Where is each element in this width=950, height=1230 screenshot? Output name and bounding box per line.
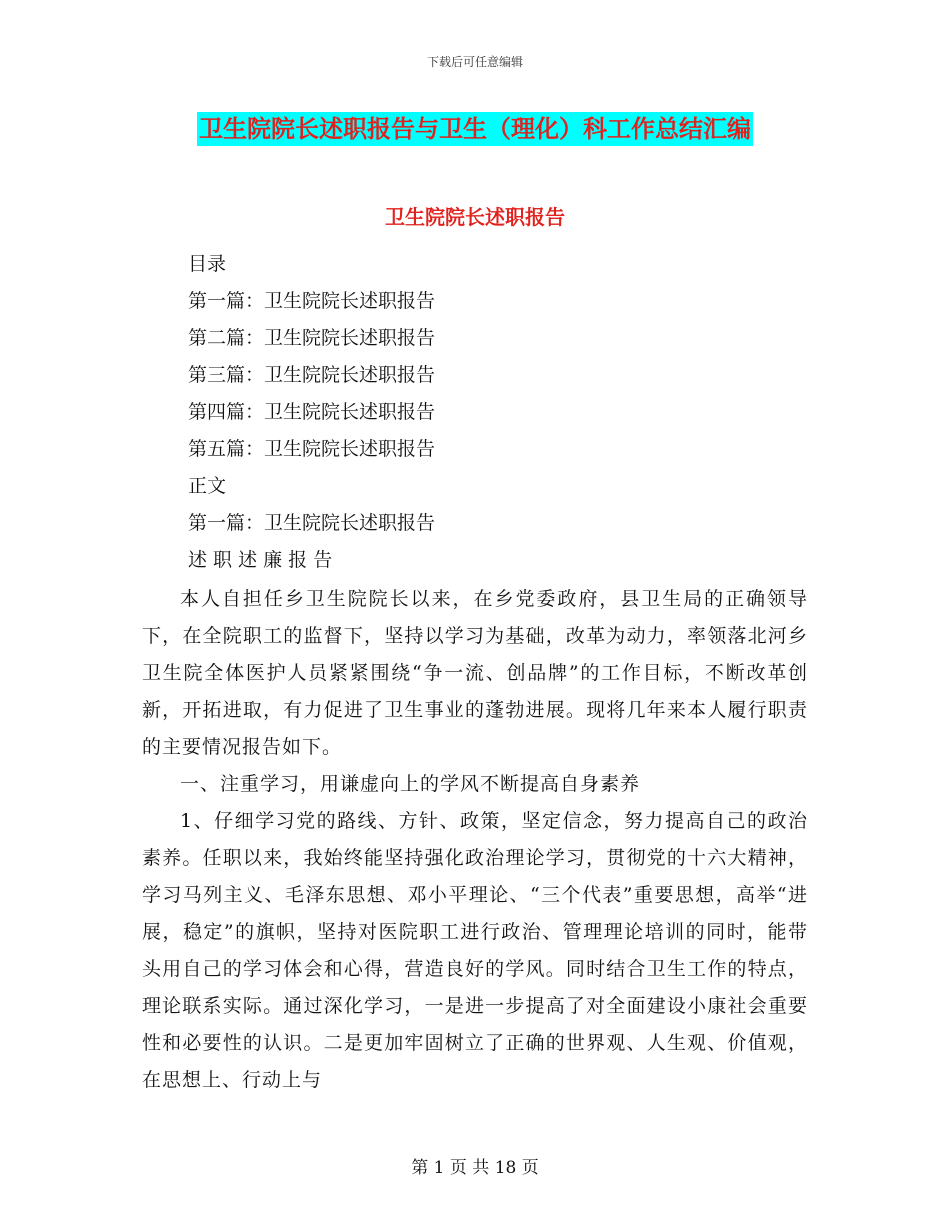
toc-item: 第三篇：卫生院院长述职报告 — [188, 364, 436, 386]
toc-item: 第四篇：卫生院院长述职报告 — [188, 401, 436, 423]
paragraph-heading: 一、注重学习，用谦虚向上的学风不断提高自身素养 — [180, 773, 641, 795]
page-number: 第 1 页 共 18 页 — [411, 1158, 539, 1178]
paragraph: 1、仔细学习党的路线、方针、政策，坚定信念，努力提高自己的政治素养。任职以来，我始终能坚持强化政治理论学习，贯彻党的十六大精神，学习马列主义、毛泽东思想、邓小平理论、“三个代表”重要思想，高举“进展，稳定”的旗帜，坚持对医院职工进行政治、管理理论培训的同时，能带头用自己的学习体会和心得，营造良好的学风。同时结合卫生工作的特点，理论联系实际。通过深化学习，一是进一步提高了对全面建设小康社会重要性和必要性的认识。二是更加牢固树立了正确的世界观、人生观、价值观，在思想上、行动上与 — [142, 810, 808, 1091]
toc-item: 第一篇：卫生院院长述职报告 — [188, 290, 436, 312]
section-title: 卫生院院长述职报告 — [385, 205, 565, 229]
toc-heading: 目录 — [188, 253, 227, 275]
body-heading: 正文 — [188, 475, 227, 497]
document-title: 卫生院院长述职报告与卫生（理化）科工作总结汇编 — [197, 112, 753, 146]
toc-item: 第二篇：卫生院院长述职报告 — [188, 327, 436, 349]
table-of-contents — [188, 246, 435, 579]
chapter-heading: 第一篇：卫生院院长述职报告 — [188, 512, 436, 534]
document-title-container — [0, 112, 950, 146]
paragraph: 本人自担任乡卫生院院长以来，在乡党委政府，县卫生局的正确领导下，在全院职工的监督下，坚持以学习为基础，改革为动力，率领落北河乡卫生院全体医护人员紧紧围绕“争一流、创品牌”的工作目标，不断改革创新，开拓进取，有力促进了卫生事业的蓬勃进展。现将几年来本人履行职责的主要情况报告如下。 — [142, 588, 808, 758]
body-text — [142, 581, 808, 1099]
toc-item: 第五篇：卫生院院长述职报告 — [188, 438, 436, 460]
report-heading: 述 职 述 廉 报 告 — [188, 549, 333, 571]
page-header-note: 下载后可任意编辑 — [426, 55, 523, 69]
